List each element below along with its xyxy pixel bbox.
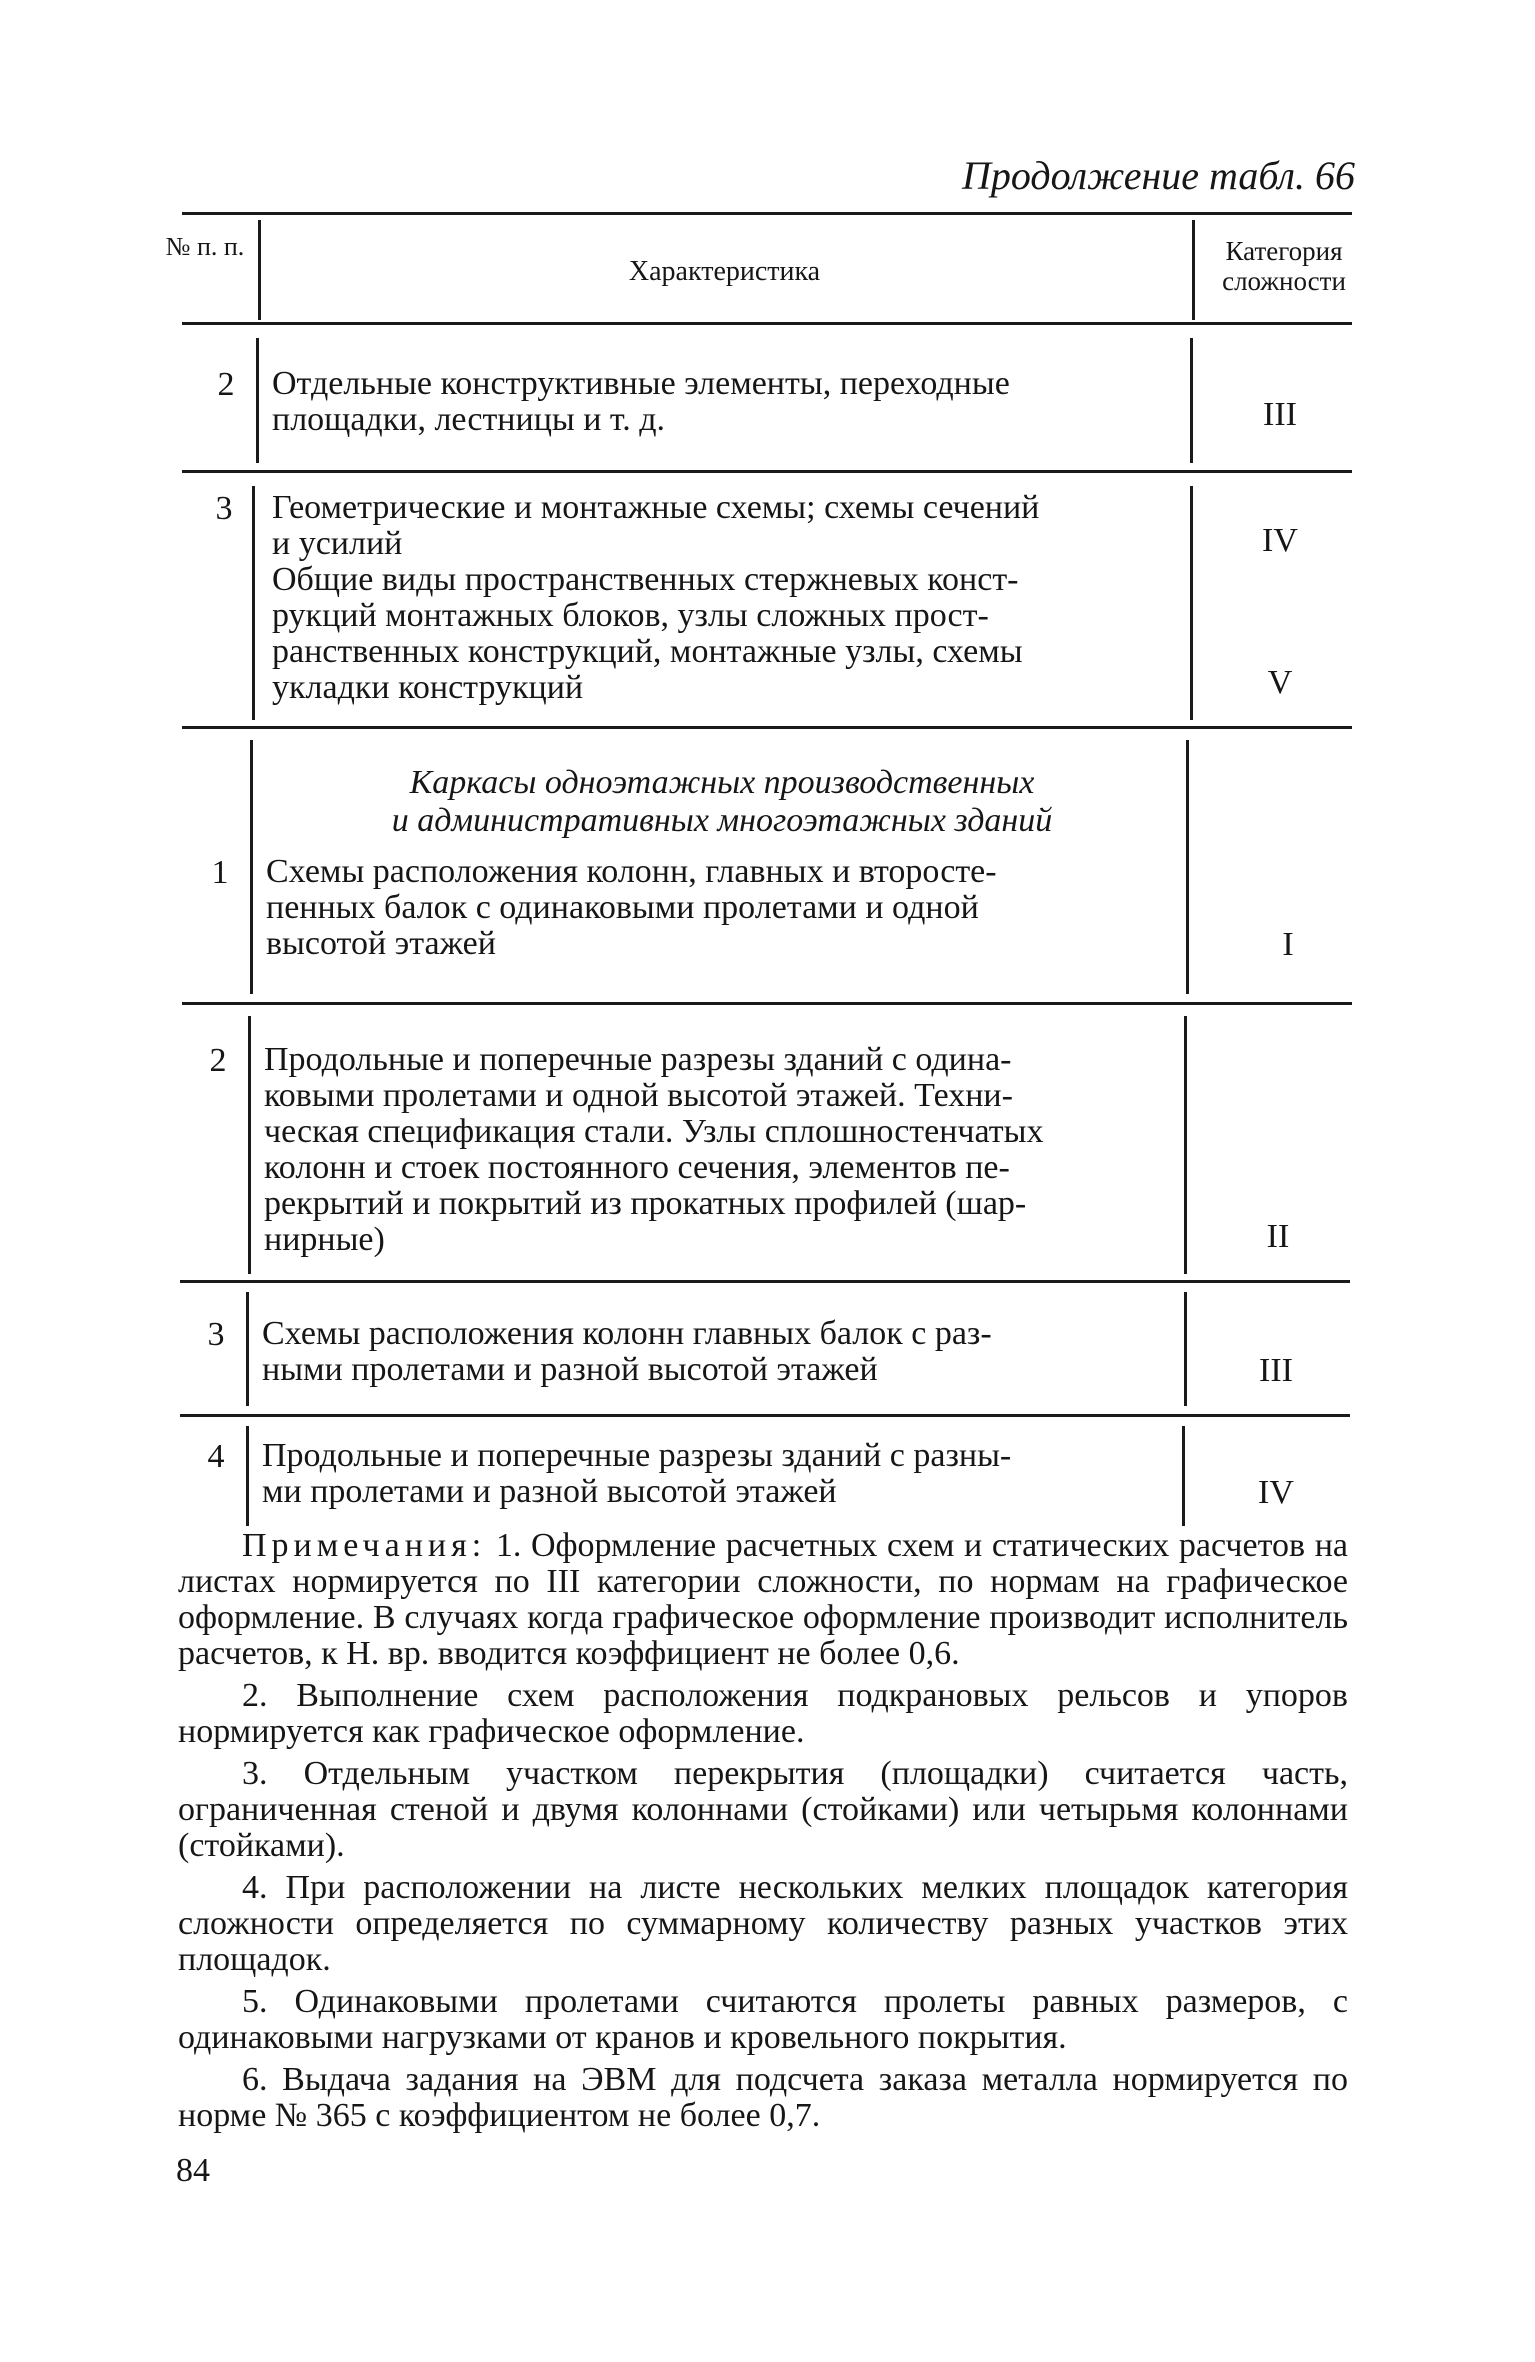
row-rule xyxy=(182,470,1352,473)
row-category: II xyxy=(1266,1218,1290,1255)
row-characteristic: Схемы расположения колонн главных балок с раз- ными пролетами и разной высотой этажей xyxy=(262,1315,992,1388)
row-rule xyxy=(182,1002,1352,1005)
row-characteristic: Продольные и поперечные разрезы зданий с разны- ми пролетами и разной высотой этажей xyxy=(262,1437,1012,1510)
header-bottom-rule xyxy=(182,322,1352,325)
row-divider-left xyxy=(256,338,259,463)
row-divider-left xyxy=(250,740,253,994)
section-rule xyxy=(182,726,1352,729)
section-title: Каркасы одноэтажных производственных и административных многоэтажных зданий xyxy=(391,764,1053,839)
row-number: 3 xyxy=(215,490,233,527)
row-divider-right xyxy=(1190,338,1193,463)
note-6: 6. Выдача задания на ЭВМ для подсчета заказа металла нормируется по норме № 365 с коэффициентом не более 0,7. xyxy=(178,2061,1348,2134)
note-3: 3. Отдельным участком перекрытия (площадки) считается часть, ограниченная стеной и двумя колоннами (стойками) или четырьмя колоннами (стойками). xyxy=(178,1755,1348,1864)
row-characteristic: Геометрические и монтажные схемы; схемы сечений и усилий Общие виды пространственных стержневых конст- рукций монтажных блоков, узлы сложных прост- ранственных конструкций, монтажные узлы, схемы укладки конструкций xyxy=(272,489,1040,706)
row-divider-right xyxy=(1184,1016,1187,1274)
row-number: 1 xyxy=(211,854,229,891)
row-number: 2 xyxy=(209,1042,227,1079)
header-category: Категория сложности xyxy=(1222,236,1346,296)
row-characteristic: Продольные и поперечные разрезы зданий с одина- ковыми пролетами и одной высотой этажей. Техни- ческая спецификация стали. Узлы сплошностенчатых колонн и стоек постоянного сечения, элементов пе- рекрытий и покрытий из прокатных профилей (шар- нирные) xyxy=(264,1041,1044,1258)
row-category: IV xyxy=(1262,522,1298,559)
table-top-rule xyxy=(182,212,1352,215)
row-divider-left xyxy=(246,1426,249,1526)
row-divider-left xyxy=(248,1016,251,1274)
row-category: III xyxy=(1263,396,1297,433)
note-1: Примечания: 1. Оформление расчетных схем и статических расчетов на листах нормируется по III категории сложности, по нормам на графическое оформление. В случаях когда графическое оформление производит исполнитель расчетов, к Н. вр. вводится коэффициент не более 0,6. xyxy=(178,1527,1348,1672)
table-continuation-caption: Продолжение табл. 66 xyxy=(961,153,1355,198)
header-divider-left xyxy=(258,220,261,320)
row-rule xyxy=(180,1414,1350,1417)
header-characteristic: Характеристика xyxy=(628,256,821,287)
notes xyxy=(178,1528,1348,2140)
note-4: 4. При расположении на листе нескольких мелких площадок категория сложности определяется по суммарному количеству разных участков этих площадок. xyxy=(178,1869,1348,1978)
row-category: V xyxy=(1267,664,1293,701)
row-divider-left xyxy=(246,1292,249,1406)
row-divider-right xyxy=(1184,1292,1187,1406)
row-rule xyxy=(180,1280,1350,1283)
row-divider-left xyxy=(252,486,255,720)
row-divider-right xyxy=(1186,740,1189,994)
header-number: № п. п. xyxy=(165,232,245,261)
row-number: 4 xyxy=(207,1438,225,1475)
row-divider-right xyxy=(1182,1426,1185,1526)
row-divider-right xyxy=(1190,486,1193,720)
row-category: IV xyxy=(1258,1474,1294,1511)
row-category: I xyxy=(1282,926,1294,963)
page-number: 84 xyxy=(176,2152,210,2189)
notes-label: Примечания: xyxy=(242,1527,487,1564)
row-characteristic: Схемы расположения колонн, главных и второсте- пенных балок с одинаковыми пролетами и одной высотой этажей xyxy=(266,853,997,962)
row-number: 2 xyxy=(217,366,235,403)
note-2: 2. Выполнение схем расположения подкрановых рельсов и упоров нормируется как графическое оформление. xyxy=(178,1677,1348,1750)
row-number: 3 xyxy=(207,1316,225,1353)
row-category: III xyxy=(1259,1352,1293,1389)
note-5: 5. Одинаковыми пролетами считаются пролеты равных размеров, с одинаковыми нагрузками от кранов и кровельного покрытия. xyxy=(178,1983,1348,2056)
row-characteristic: Отдельные конструктивные элементы, переходные площадки, лестницы и т. д. xyxy=(272,365,1010,438)
